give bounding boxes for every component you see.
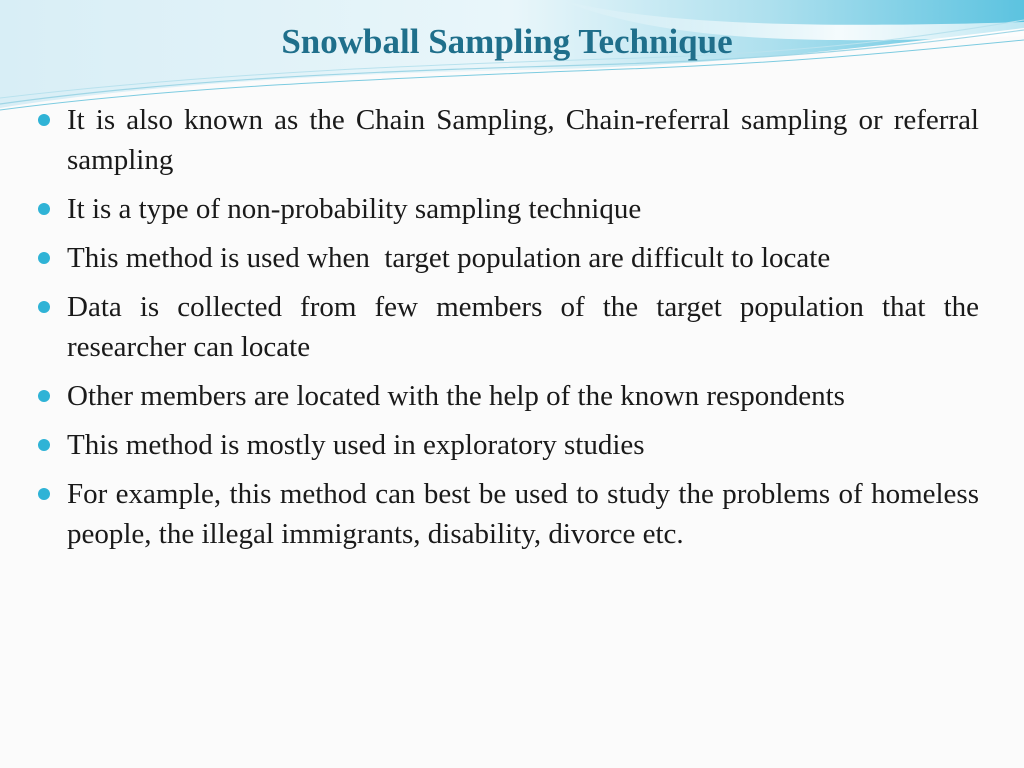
- bullet-text: For example, this method can best be used to study the problems of homeless people, the illegal immigrants, disability, divorce etc.: [67, 478, 979, 550]
- bullet-dot-icon: [38, 439, 50, 451]
- bullet-item: [0, 376, 979, 416]
- bullet-text: It is also known as the Chain Sampling, Chain-referral sampling or referral sampling: [67, 104, 979, 176]
- bullet-text: This method is mostly used in exploratory studies: [67, 429, 645, 461]
- bullet-dot-icon: [38, 488, 50, 500]
- slide-title: Snowball Sampling Technique: [281, 22, 733, 61]
- bullet-text: Other members are located with the help of the known respondents: [67, 380, 845, 412]
- bullet-text: Data is collected from few members of the target population that the researcher can locate: [67, 291, 979, 363]
- bullet-dot-icon: [38, 203, 50, 215]
- bullet-item: [0, 425, 979, 465]
- bullet-text: It is a type of non-probability sampling technique: [67, 193, 642, 225]
- bullet-dot-icon: [38, 390, 50, 402]
- bullet-text: This method is used when target population are difficult to locate: [67, 242, 831, 274]
- bullet-dot-icon: [38, 114, 50, 126]
- bullet-item: [0, 238, 979, 278]
- bullet-item: [0, 100, 979, 180]
- bullet-list: [0, 100, 1024, 563]
- bullet-item: [0, 189, 979, 229]
- bullet-item: [0, 287, 979, 367]
- bullet-dot-icon: [38, 252, 50, 264]
- bullet-dot-icon: [38, 301, 50, 313]
- bullet-item: [0, 474, 979, 554]
